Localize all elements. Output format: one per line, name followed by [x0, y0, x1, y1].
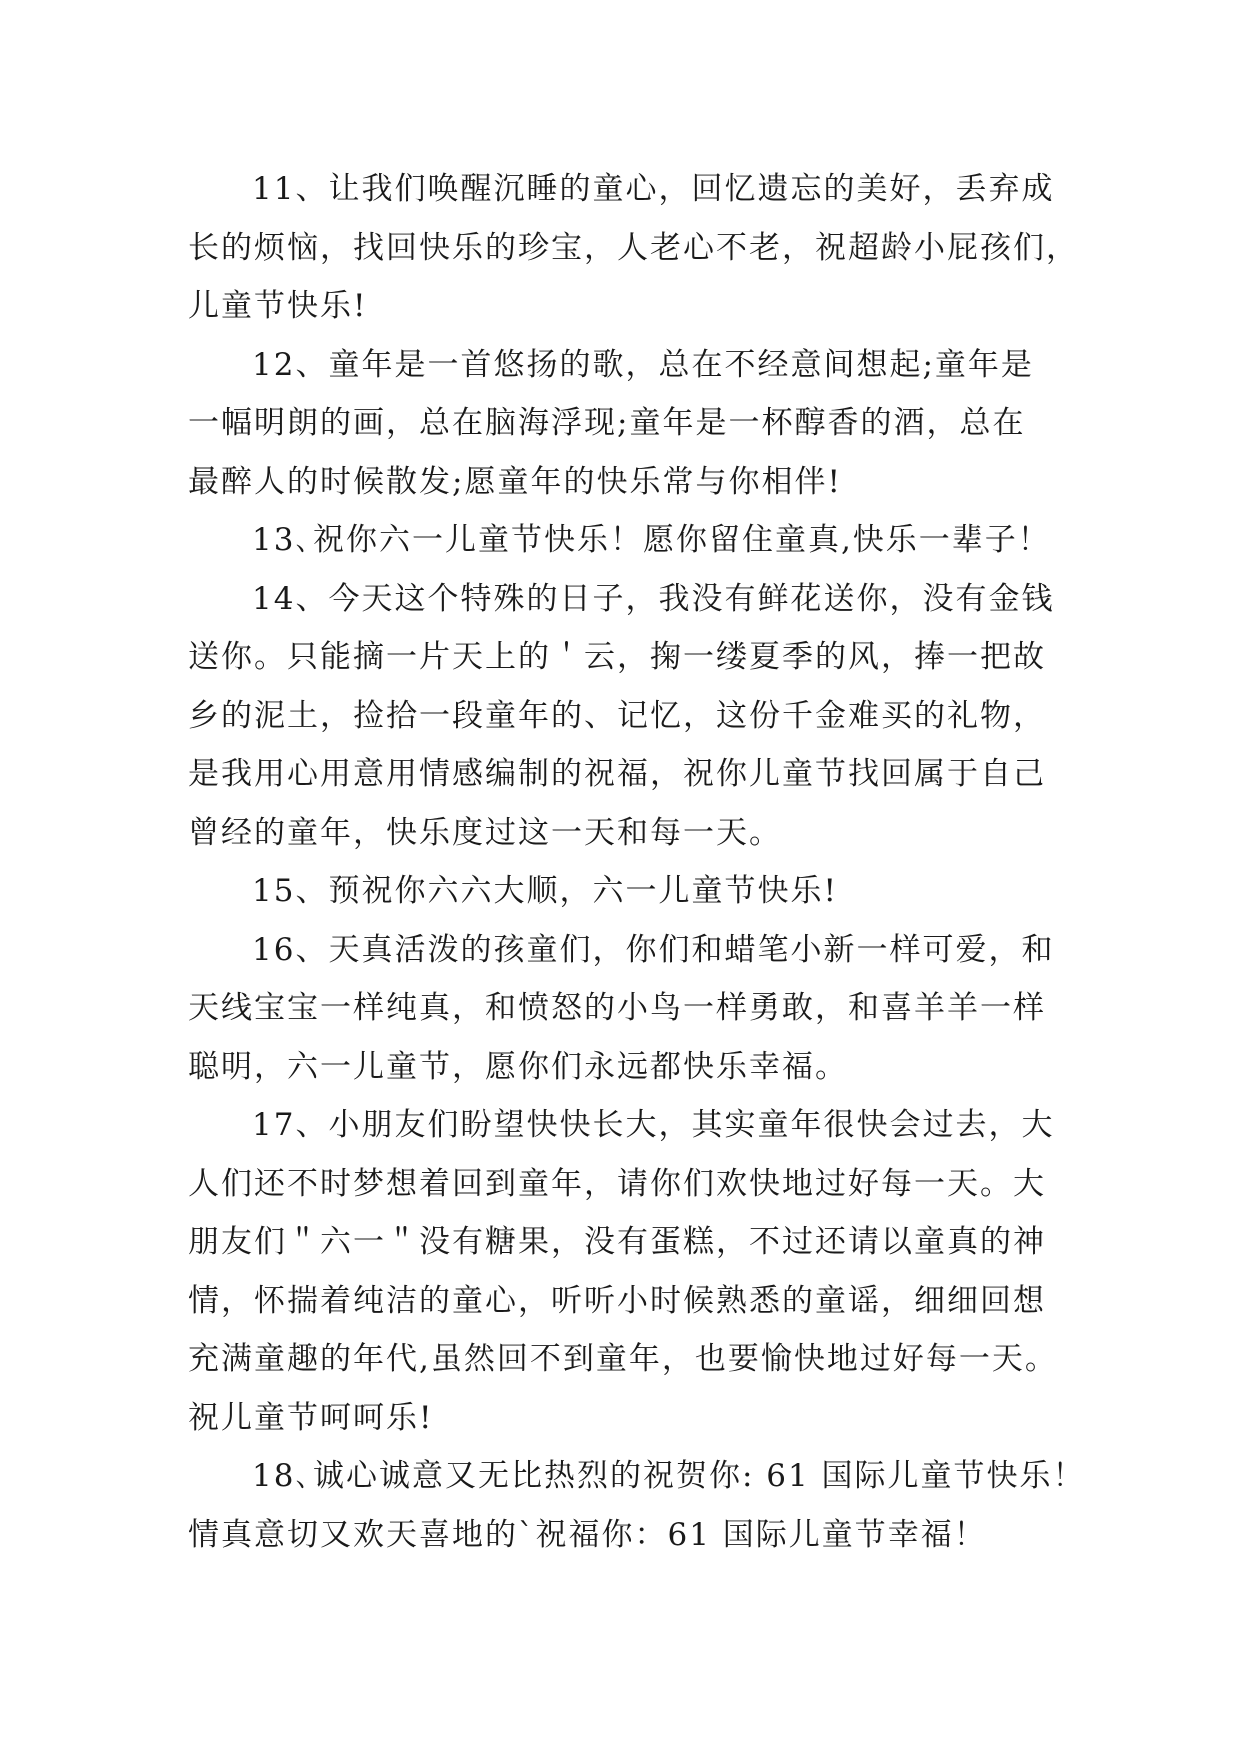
paragraph-14	[188, 570, 1068, 863]
paragraph-18	[188, 1447, 1086, 1564]
text-line: 曾经的童年，快乐度过这一天和每一天。	[188, 814, 782, 851]
text-line: 一幅明朗的画，总在脑海浮现;童年是一杯醇香的酒，总在	[188, 405, 1026, 441]
text-line: 11、让我们唤醒沉睡的童心，回忆遗忘的美好，丢弃成	[252, 171, 1055, 207]
text-line: 15、预祝你六六大顺，六一儿童节快乐!	[252, 873, 838, 909]
paragraph-16	[188, 921, 1068, 1097]
text-line: 13､祝你六一儿童节快乐！愿你留住童真,快乐一辈子！	[252, 522, 1051, 558]
text-line: 18､诚心诚意又无比热烈的祝贺你: 61 国际儿童节快乐！	[252, 1458, 1086, 1494]
text-line: 14、今天这个特殊的日子，我没有鲜花送你，没有金钱	[252, 580, 1055, 617]
text-line: 天线宝宝一样纯真，和愤怒的小鸟一样勇敢，和喜羊羊一样	[188, 990, 1046, 1026]
text-line: 祝儿童节呵呵乐!	[188, 1399, 434, 1436]
text-line: 情，怀揣着纯洁的童心，听听小时候熟悉的童谣，细细回想	[188, 1282, 1046, 1319]
paragraph-12	[188, 336, 1068, 512]
text-line: 朋友们＂六一＂没有糖果，没有蛋糕，不过还请以童真的神	[188, 1224, 1046, 1260]
text-line: 17、小朋友们盼望快快长大，其实童年很快会过去，大	[252, 1107, 1055, 1143]
text-line: 情真意切又欢天喜地的`祝福你：61 国际儿童节幸福！	[188, 1516, 987, 1553]
paragraph-15	[188, 862, 1068, 921]
text-line: 12、童年是一首悠扬的歌，总在不经意间想起;童年是	[252, 346, 1034, 383]
text-line: 充满童趣的年代,虽然回不到童年，也要愉快地过好每一天。	[188, 1341, 1058, 1377]
paragraph-13	[188, 511, 1068, 570]
paragraph-11	[188, 160, 1079, 336]
text-line: 乡的泥土，捡拾一段童年的、记忆，这份千金难买的礼物，	[188, 697, 1046, 734]
text-line: 最醉人的时候散发;愿童年的快乐常与你相伴!	[188, 463, 842, 500]
text-line: 聪明，六一儿童节，愿你们永远都快乐幸福。	[188, 1048, 848, 1085]
document-body	[188, 160, 1086, 1564]
text-line: 人们还不时梦想着回到童年，请你们欢快地过好每一天。大	[188, 1165, 1046, 1202]
text-line: 送你。只能摘一片天上的＇云，掬一缕夏季的风，捧一把故	[188, 639, 1046, 675]
text-line: 长的烦恼，找回快乐的珍宝，人老心不老，祝超龄小屁孩们，	[188, 229, 1079, 266]
paragraph-17	[188, 1096, 1068, 1447]
text-line: 儿童节快乐!	[188, 288, 368, 324]
text-line: 16、天真活泼的孩童们，你们和蜡笔小新一样可爱，和	[252, 931, 1055, 968]
text-line: 是我用心用意用情感编制的祝福，祝你儿童节找回属于自己	[188, 756, 1046, 792]
